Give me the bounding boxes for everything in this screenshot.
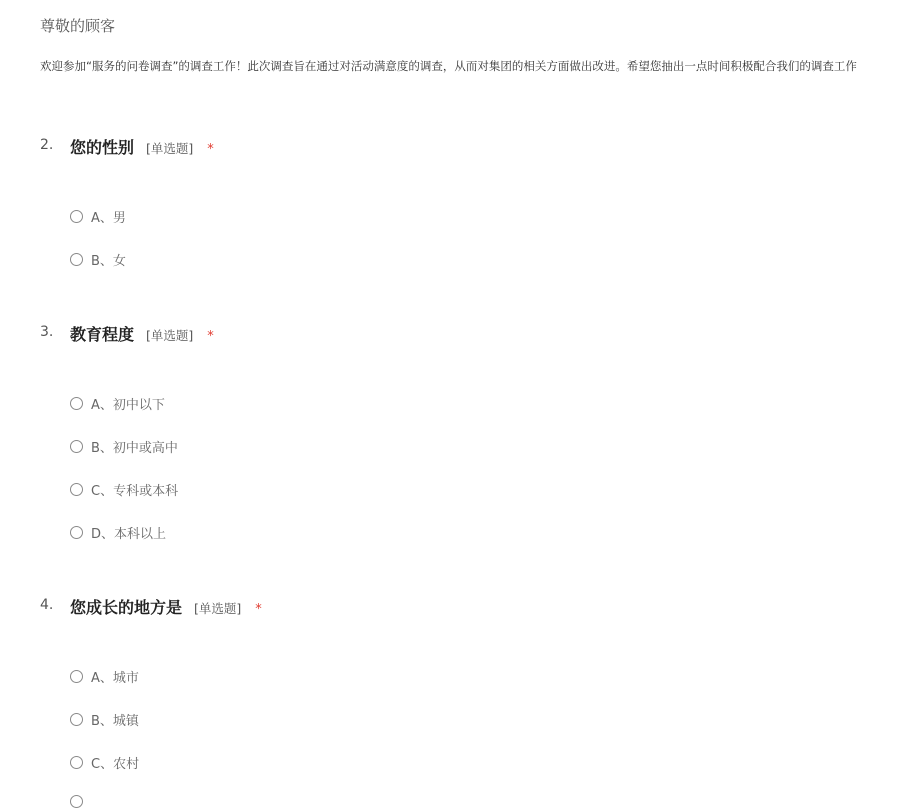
radio-icon[interactable]: [70, 670, 83, 683]
question-type-label: [单选题]: [146, 328, 194, 343]
question-number: 4.: [40, 597, 54, 613]
option-below-junior-high[interactable]: [70, 393, 165, 413]
option-label: B、城镇: [91, 713, 139, 729]
option-label: D、本科以上: [91, 526, 167, 542]
radio-icon[interactable]: [70, 795, 83, 808]
radio-icon[interactable]: [70, 253, 83, 266]
radio-icon[interactable]: [70, 756, 83, 769]
question-title: [70, 595, 262, 618]
radio-icon[interactable]: [70, 210, 83, 223]
option-town[interactable]: [70, 709, 139, 729]
required-marker: *: [255, 602, 262, 617]
option-above-bachelor[interactable]: [70, 522, 166, 542]
option-label: A、男: [91, 210, 126, 226]
option-label: B、初中或高中: [91, 440, 178, 456]
radio-icon[interactable]: [70, 526, 83, 539]
question-title: [70, 322, 214, 345]
question-title: [70, 135, 214, 158]
question-number: 3.: [40, 324, 54, 340]
option-label: C、专科或本科: [91, 483, 179, 499]
question-title-text: 教育程度: [70, 325, 135, 344]
option-label: A、初中以下: [91, 397, 165, 413]
question-type-label: [单选题]: [194, 601, 242, 616]
option-countryside[interactable]: [70, 752, 139, 772]
option-junior-or-high-school[interactable]: [70, 436, 178, 456]
radio-icon[interactable]: [70, 483, 83, 496]
option-female[interactable]: [70, 249, 126, 269]
radio-icon[interactable]: [70, 713, 83, 726]
greeting-title: 尊敬的顾客: [40, 17, 116, 35]
option-male[interactable]: [70, 206, 126, 226]
intro-text: 欢迎参加“服务的问卷调查”的调查工作！此次调查旨在通过对活动满意度的调查，从而对集团的相关方面做出改进。希望您抽出一点时间积极配合我们的调查工作: [40, 59, 857, 73]
radio-icon[interactable]: [70, 440, 83, 453]
question-title-text: 您成长的地方是: [70, 598, 183, 617]
option-label: C、农村: [91, 756, 140, 772]
option-label: B、女: [91, 253, 126, 269]
option-partially-visible[interactable]: [70, 791, 91, 811]
option-city[interactable]: [70, 666, 139, 686]
question-title-text: 您的性别: [70, 138, 135, 157]
question-number: 2.: [40, 137, 54, 153]
question-type-label: [单选题]: [146, 141, 194, 156]
option-label: A、城市: [91, 670, 139, 686]
option-college-or-bachelor[interactable]: [70, 479, 178, 499]
required-marker: *: [207, 329, 214, 344]
required-marker: *: [207, 142, 214, 157]
radio-icon[interactable]: [70, 397, 83, 410]
